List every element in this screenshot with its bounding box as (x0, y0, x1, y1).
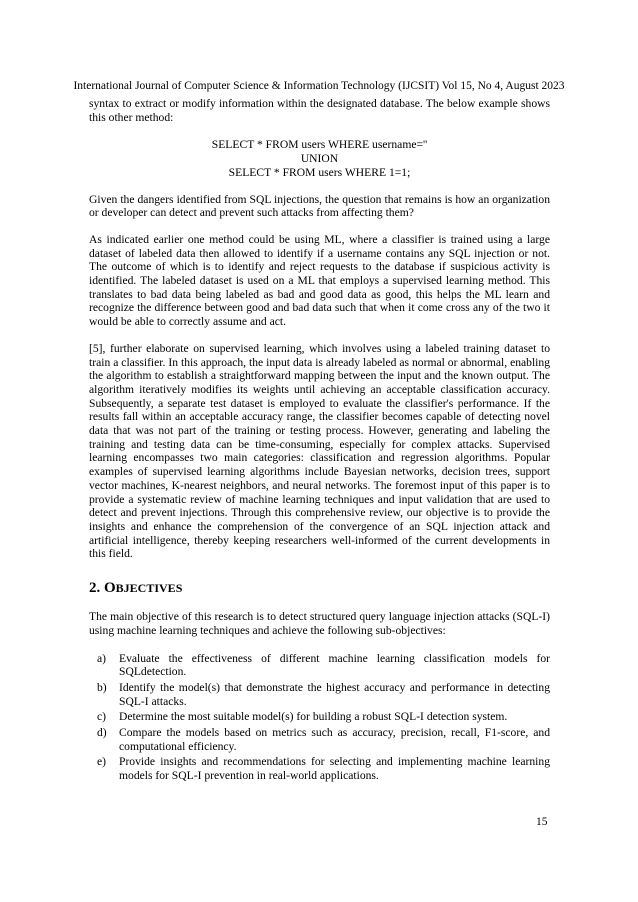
section-title-initial: O (104, 580, 116, 597)
list-item (89, 681, 550, 708)
list-marker: d) (97, 726, 107, 740)
body-paragraph: [5], further elaborate on supervised learning, which involves using a labeled training dataset to train a classifier. In this approach, the input data is already labeled as normal or abnormal, enabling the algorithm to establish a straightforward mapping between the input and the known output. The algorithm iteratively modifies its weights until achieving an acceptable classification accuracy. Subsequently, a separate test dataset is employed to evaluate the classifier's performance. If the results fall within an acceptable accuracy range, the classifier becomes capable of detecting novel data that was not part of the training or testing process. However, generating and labeling the training and testing data can be time-consuming, especially for complex attacks. Supervised learning encompasses two main categories: classification and regression algorithms. Popular examples of supervised learning algorithms include Bayesian networks, decision trees, support vector machines, K-nearest neighbors, and neural networks. The foremost input of this paper is to provide a systematic review of machine learning techniques and input validation that are used to detect and prevent injections. Through this comprehensive review, our objective is to provide the insights and enhance the comprehension of the convergence of an SQL injection attack and artificial intelligence, thereby keeping researchers well-informed of the current developments in this field. (89, 341, 550, 561)
list-item-text: Identify the model(s) that demonstrate the highest accuracy and performance in detecting SQL-I attacks. (119, 680, 550, 708)
list-item (89, 652, 550, 679)
list-item (89, 710, 550, 724)
list-marker: e) (97, 755, 107, 769)
list-item-text: Provide insights and recommendations for selecting and implementing machine learning models for SQL-I prevention in real-world applications. (119, 755, 550, 783)
list-item (89, 726, 550, 753)
list-item (89, 755, 550, 782)
list-marker: c) (97, 710, 107, 724)
page-number: 15 (536, 816, 548, 828)
sql-line: UNION (300, 152, 339, 166)
sql-line: SELECT * FROM users WHERE 1=1; (228, 165, 411, 179)
section-number: 2. (89, 580, 101, 597)
journal-header: International Journal of Computer Science & Information Technology (IJCSIT) Vol 15, No 4, August 2023 (73, 80, 565, 92)
objectives-list (89, 652, 550, 783)
sql-line: SELECT * FROM users WHERE username='' (211, 138, 428, 152)
list-item-text: Determine the most suitable model(s) for building a robust SQL-I detection system. (119, 710, 508, 724)
list-marker: b) (97, 680, 107, 694)
list-item-text: Compare the models based on metrics such as accuracy, precision, recall, F1-score, and computational efficiency. (119, 726, 550, 753)
body-paragraph: Given the dangers identified from SQL injections, the question that remains is how an organization or developer can detect and prevent such attacks from affecting them? (89, 192, 550, 220)
objectives-intro: The main objective of this research is to detect structured query language injection attacks (SQL-I) using machine learning techniques and achieve the following sub-objectives: (89, 610, 550, 637)
list-marker: a) (97, 651, 107, 665)
sql-example (89, 138, 550, 179)
intro-paragraph: syntax to extract or modify information within the designated database. The below example shows this other method: (89, 97, 550, 124)
section-title-rest: BJECTIVES (115, 581, 183, 596)
list-item-text: Evaluate the effectiveness of different machine learning classification models for SQLdetection. (119, 651, 550, 679)
main-content (89, 97, 550, 785)
body-paragraph: As indicated earlier one method could be using ML, where a classifier is trained using a large dataset of labeled data then allowed to identify if a username contains any SQL injection or not. The outcome of which is to identify and reject requests to the database if suspicious activity is identified. The labeled dataset is used on a ML that employs a supervised learning method. This translates to bad data being labeled as bad and good data as good, this helps the ML learn and recognize the difference between good and bad data such that when it come cross any of the two it would be able to correctly assume and act. (89, 232, 550, 329)
section-heading (89, 580, 550, 596)
